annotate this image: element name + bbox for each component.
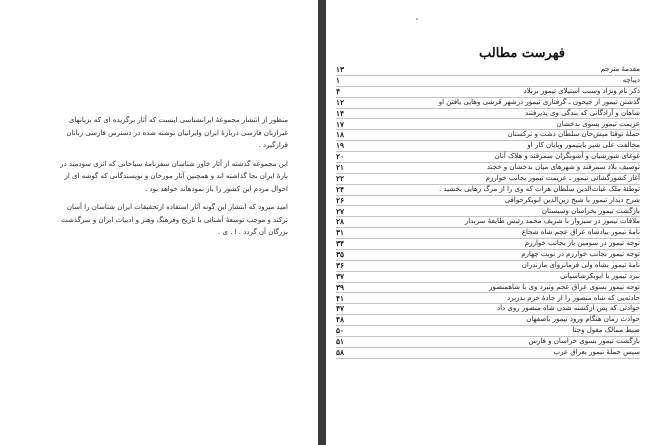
toc-entry-title: ذکر نام ونژاد وسبب استیلای تیمور بربلاد (523, 86, 640, 95)
toc-entry-page: ۲۱ (336, 163, 345, 173)
toc-entry-page: ۲۰ (336, 152, 345, 162)
toc-entry (336, 250, 640, 261)
toc-entry (336, 293, 640, 304)
toc-entry (336, 163, 640, 174)
page-speck (416, 18, 418, 20)
toc-entry (336, 239, 640, 250)
toc-entry-title: بازگشت تیمور بسوی خراسان و فارس (528, 337, 640, 346)
toc-entry-page: ۲۶ (336, 195, 345, 205)
toc-entry-page: ۳۱ (336, 228, 345, 238)
toc-entry (336, 130, 640, 141)
toc-entry-title: حادثه‌یی که شاه منصور را از جادهٔ حزم بدربرد (507, 293, 640, 302)
toc-entry (336, 109, 640, 120)
toc-entry (336, 152, 640, 163)
toc-entry-page: ۳۴ (336, 239, 345, 249)
toc-entry (336, 228, 640, 239)
toc-entry-page: ۳۶ (336, 260, 345, 270)
toc-entry (336, 185, 640, 196)
book-spine (318, 0, 326, 445)
toc-entry-title: شرح دیدار تیمور با شیخ زین‌الدین ابوبکرخوافی (504, 195, 640, 204)
toc-entry (336, 348, 640, 359)
toc-entry (336, 196, 640, 207)
toc-entry-page: ۵۸ (336, 347, 345, 357)
toc-entry-title: شاهان و آزادگانی که بندگی وی پذیرفتند (525, 108, 640, 117)
toc-entry (336, 206, 640, 217)
toc-entry-title: نامهٔ تیمور بشاه ولی فرمانروای مازندران (521, 260, 640, 269)
toc-entry-page: ۳۵ (336, 250, 345, 260)
toc-entry-page: ۴۷ (336, 304, 345, 314)
toc-entry (336, 272, 640, 283)
toc-entry-title: ضبط ممالک مغول وجتا (572, 326, 640, 335)
toc-entry-page: ۴ (336, 86, 341, 96)
toc-entry-title: مقدمهٔ مترجم (600, 65, 640, 74)
toc-entry-title: بازگشت تیمور بخراسان وسیستان (541, 206, 640, 215)
toc-entry (336, 315, 640, 326)
intro-paragraph-1: منظور از انتشار مجموعهٔ ایرانشناسی اینست که آثار برگزیده ای که بزبانهای غیرازبان فارسی دربارهٔ ایران وایرانیان نوشته شده در دسترس فارسی زبانان قرارگیرد . (66, 116, 288, 149)
intro-paragraph-2: این مجموعه گذشته از آثار خاور شناسان سفرنامهٔ سیاحانی که اثری سودمند در بارهٔ ایران بجا گذاشته اند و همچنین آثار مورخان و نویسندگانی که گوشه ای از احوال مردم این کشور را باز نمودهاند خواهد بود . (60, 159, 288, 193)
toc-entry-title: نامهٔ تیمور بپادشاه عراق عجم شاه شجاع (521, 228, 640, 237)
toc-entry (336, 337, 640, 348)
toc-entry (336, 98, 640, 109)
toc-entry (336, 141, 640, 152)
toc-entry-page: ۵۱ (336, 337, 345, 347)
toc-entry-page: ۵۰ (336, 326, 345, 336)
toc-entry (336, 119, 640, 130)
toc-entry-title: توصیف بلاد سمرقند و شهرهای میان بدخشان و خجند (486, 163, 640, 172)
toc-entry (336, 283, 640, 294)
toc-entry-page: ۱۳ (336, 65, 345, 75)
toc-entry (336, 76, 640, 87)
right-page (326, 0, 652, 445)
toc-entry-title: توجه تیمور در سومین بار بجانب خوارزم (524, 239, 640, 248)
toc-entry (336, 304, 640, 315)
toc-entry-page: ۴۱ (336, 293, 345, 303)
toc-entry-page: ۱۷ (336, 119, 345, 129)
toc-entry-page: ۲۴ (336, 184, 345, 194)
toc-entry (336, 87, 640, 98)
toc-entry-page: ۲۲ (336, 173, 345, 183)
toc-entry-page: ۲۸ (336, 217, 345, 227)
toc-entry (336, 261, 640, 272)
toc-entry-page: ۱۴ (336, 108, 345, 118)
toc-entry-title: آغاز کشورگشائی تیمور ـ عزیمت تیمور بجانب خوارزم (485, 173, 640, 182)
toc-heading: فهرست مطالب (479, 46, 565, 61)
toc-entry-title: عزیمت تیمور بسوی بدخشان (556, 119, 640, 128)
toc-entry-title: دیباچه (622, 76, 640, 85)
toc-entry-page: ۳۷ (336, 271, 345, 281)
toc-entry-title: توجه تیمور بسوی عراق عجم وتبرد وی با شاهمنصور (489, 282, 640, 291)
intro-paragraph-3: امید میرود که انتشار این گونه آثار استفاده ازتحقیقات ایران شناسان را آسان ترکند و موجب توسعهٔ آشنائی با تاریخ وفرهنگ وهنر و ادبیات ایران و سرگذشت بزرگان آن گردد . ا . ی . (61, 203, 288, 236)
toc-entry-title: حوادث زمان هنگام ورود تیمور باصفهان (526, 315, 640, 324)
series-introduction (58, 114, 288, 245)
toc-entry (336, 65, 640, 76)
toc-entry-page: ۱۹ (336, 141, 345, 151)
toc-entry-title: غوغای شورشیان و آشوبگران سمرقند و هلاک آنان (494, 152, 640, 161)
toc-entry-title: مخالفت علی شیر بایتیمور وپایان کار او (527, 141, 640, 150)
toc-entry-page: ۳۹ (336, 282, 345, 292)
toc-entry-title: سپس حملهٔ تیمور بعراق عرب (553, 347, 640, 356)
toc-entry (336, 174, 640, 185)
toc-entry-title: توجه تیمور بجانب خوارزم در نوبت چهارم (521, 250, 640, 259)
toc-entry-title: گذشتن تیمور از جیحون ـ گرفتاری تیمور درشهر قرشی وهایی یافتن او (438, 97, 640, 106)
toc-entry-page: ۱ (336, 76, 341, 86)
toc-entry-page: ۱۸ (336, 130, 345, 140)
toc-entry-page: ۴۸ (336, 315, 345, 325)
toc-entry-title: ملاقات تیمور در سبزوار با شریف محمد رئیس طایفهٔ سربدار (464, 217, 640, 226)
toc-entry-title: توطئهٔ ملک غیاث‌الدین سلطان هرات که وی را از مرگ رهایی بخشید . (438, 184, 640, 193)
left-page (0, 0, 318, 445)
toc-entry (336, 326, 640, 337)
table-of-contents (336, 65, 640, 359)
toc-entry-page: ۲۷ (336, 206, 345, 216)
toc-entry-page: ۱۲ (336, 97, 345, 107)
toc-entry-title: حملهٔ توقتا میش‌خان سلطان دشت و ترکستان (507, 130, 640, 139)
toc-entry-title: حوادثی که پس ازکشته شدن شاه منصور روی داد (496, 304, 640, 313)
toc-entry-title: نبرد تیمور با ابوبکرشاسپانی (560, 271, 640, 280)
toc-entry (336, 217, 640, 228)
